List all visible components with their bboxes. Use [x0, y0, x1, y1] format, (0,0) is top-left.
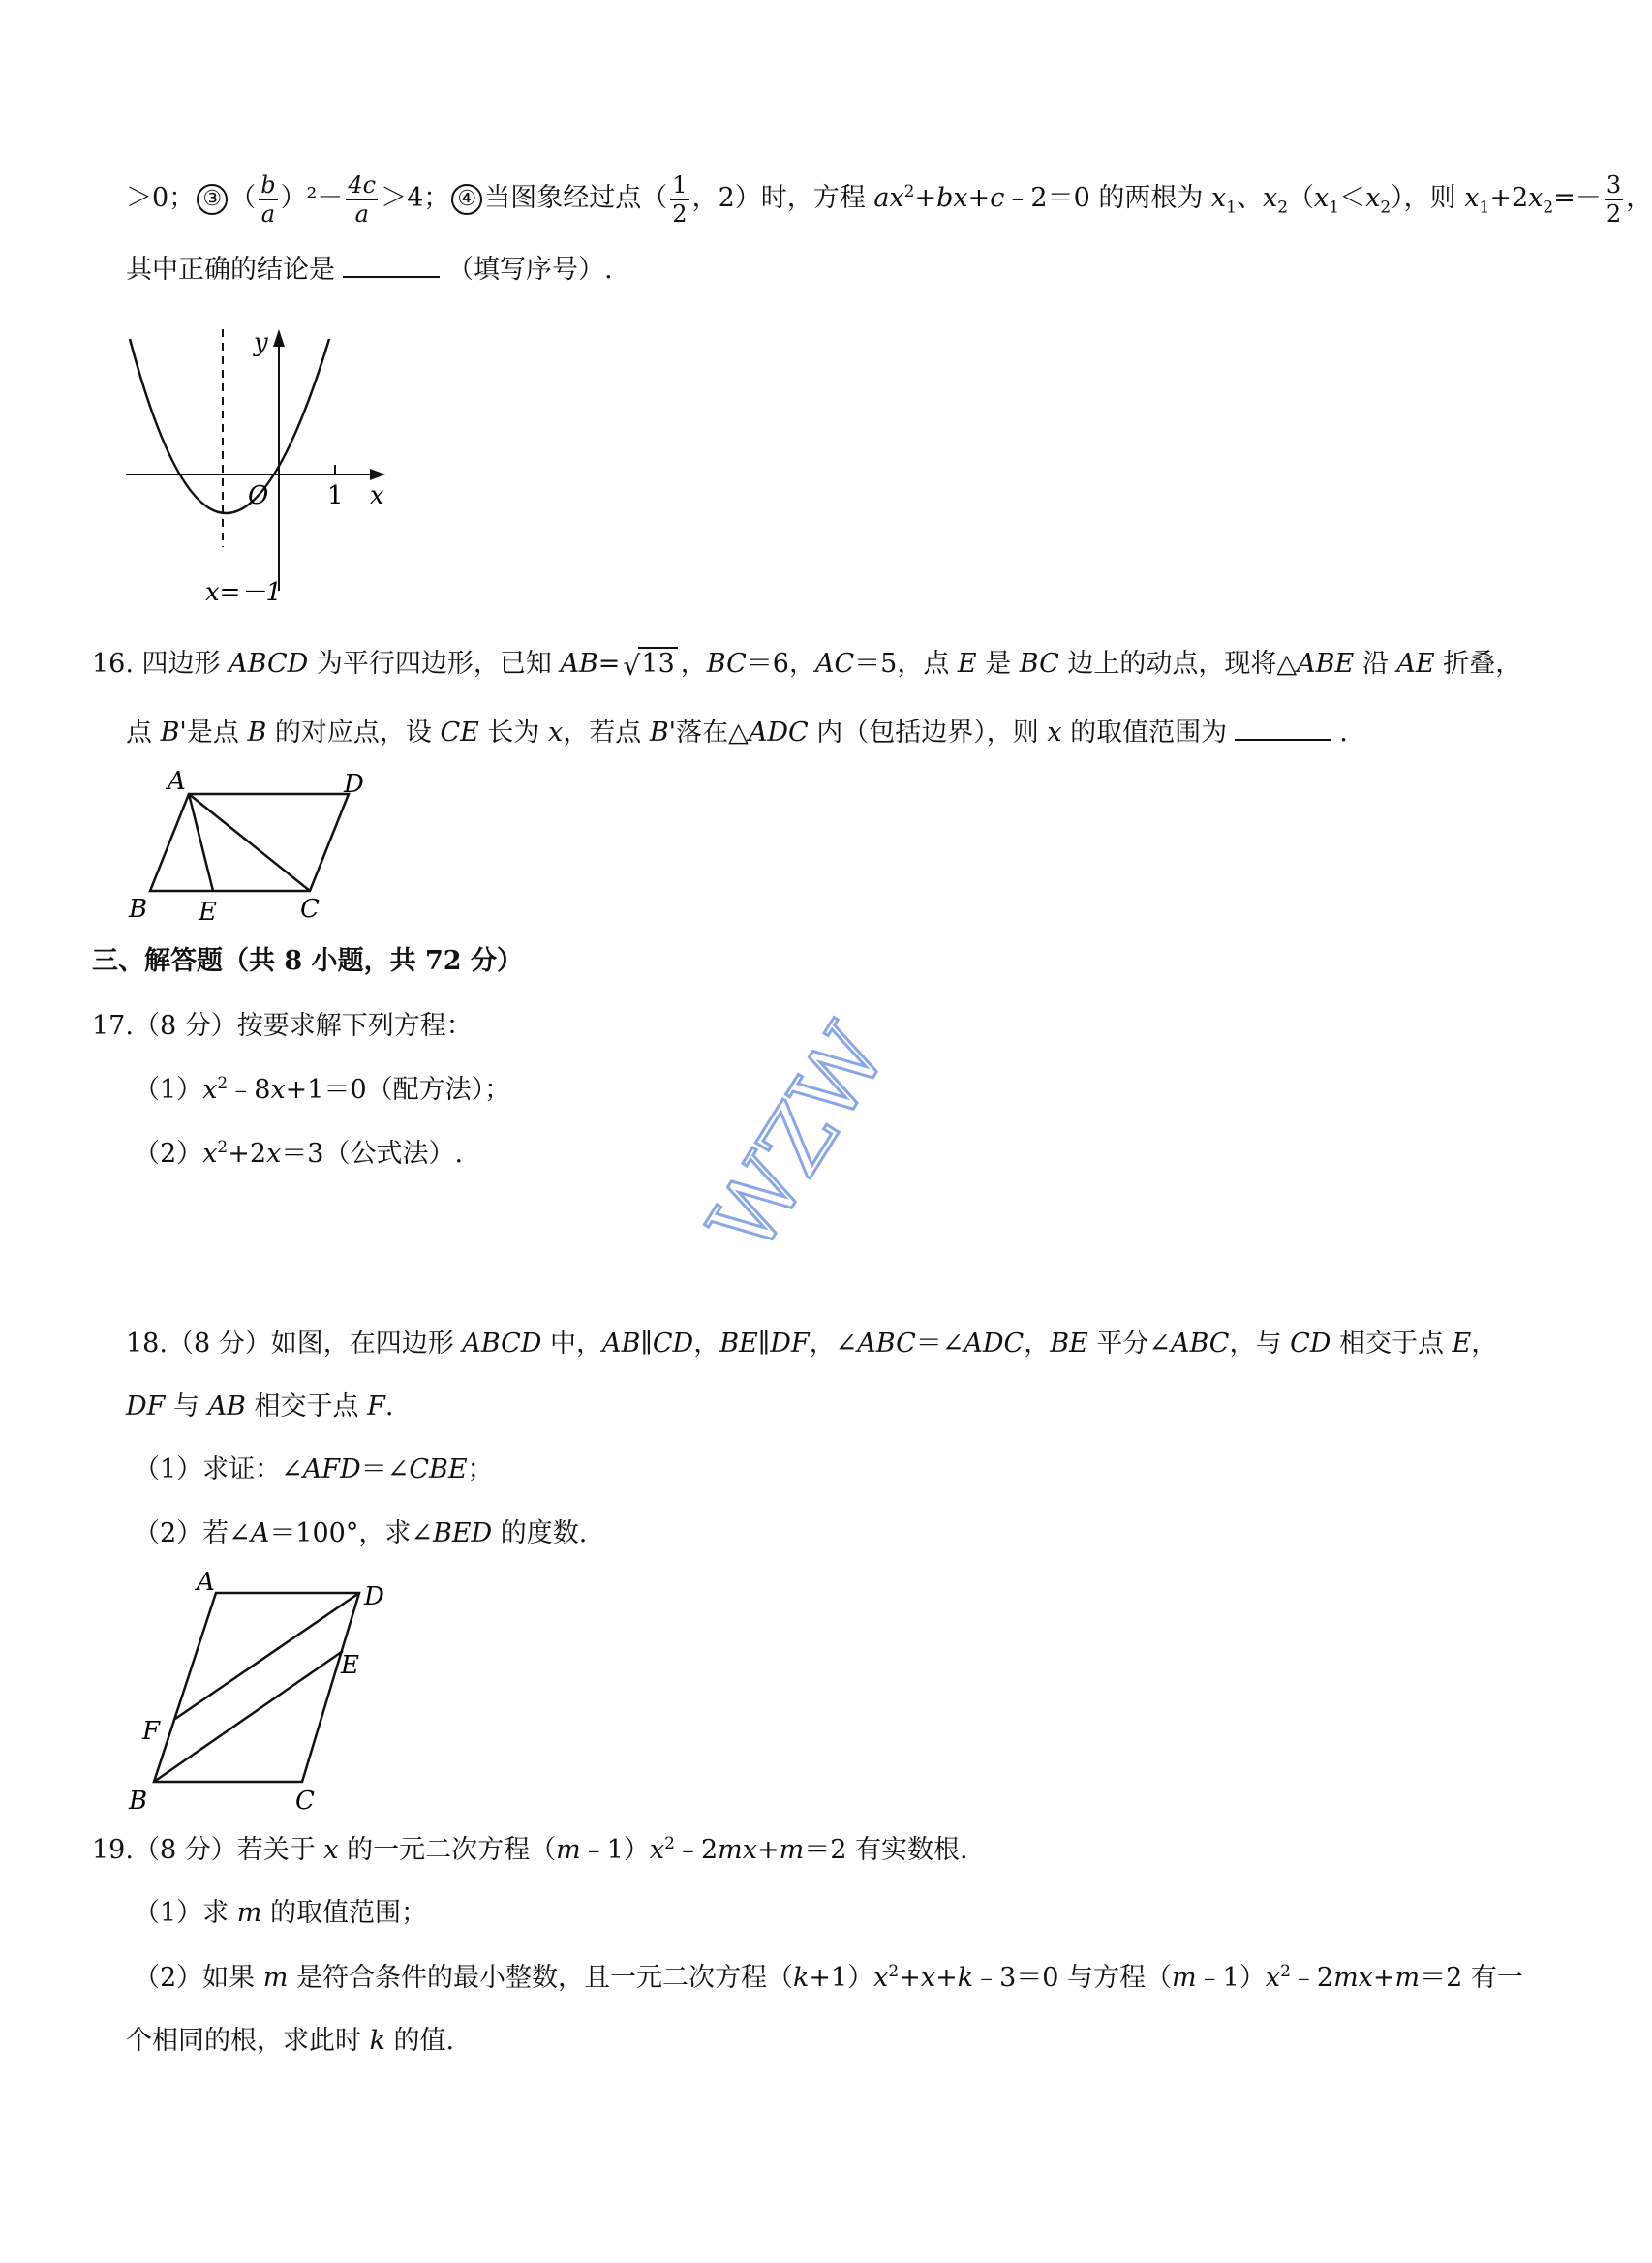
num: 1 [672, 170, 688, 199]
text: ﹣1） [1196, 1963, 1266, 1993]
math: DF [126, 1391, 166, 1422]
num: 3 [1606, 170, 1622, 199]
text: +1） [809, 1963, 874, 1993]
math: BE [1050, 1329, 1088, 1359]
math: BC [1019, 649, 1059, 679]
math: ABCD [462, 1329, 542, 1359]
text: 点 [126, 718, 161, 748]
watermark-logo [689, 1007, 907, 1271]
math: AB [602, 1329, 641, 1359]
math: x [873, 1963, 889, 1993]
text: 边上的动点，现将△ [1058, 649, 1298, 679]
answer-blank[interactable] [343, 249, 440, 278]
text: + [757, 1835, 780, 1865]
text: ， [693, 1329, 720, 1359]
math: x [1528, 183, 1544, 213]
math: k [369, 2026, 385, 2056]
text: ＝∠ [915, 1329, 964, 1359]
math: BED [432, 1518, 493, 1548]
parabola-graph [116, 310, 407, 620]
text: 相交于点 [1331, 1329, 1453, 1359]
text: 的值. [384, 2026, 455, 2056]
math: ADC [748, 718, 809, 748]
math: A [250, 1518, 270, 1548]
text: ； [467, 1454, 494, 1484]
text: 与 [165, 1391, 208, 1422]
math: CBE [409, 1454, 468, 1484]
label-C: C [300, 895, 320, 924]
text: ﹣2＝0 的两根为 [1004, 183, 1211, 213]
math: x [1314, 183, 1330, 213]
q18-line2 [126, 1390, 393, 1424]
text: . [1339, 718, 1348, 748]
label-E: E [341, 1651, 359, 1680]
q18-line1 [126, 1327, 1497, 1361]
math: x [270, 1075, 286, 1105]
sub: 1 [1479, 198, 1490, 218]
text: +2 [228, 1139, 267, 1169]
math: x [323, 1835, 339, 1865]
math: E [957, 649, 977, 679]
text: 沿 [1354, 649, 1397, 679]
math: ax [873, 183, 904, 213]
text: ， [680, 649, 707, 679]
text: 的对应点，设 [266, 718, 441, 748]
text: 是 [976, 649, 1020, 679]
math: B' [649, 718, 677, 748]
text: =－ [1553, 183, 1602, 213]
text: ﹣8 [228, 1075, 271, 1105]
text: 18.（8 分）如图，在四边形 [126, 1329, 463, 1359]
math: B' [160, 718, 187, 748]
math: CE [440, 718, 479, 748]
den: a [260, 199, 276, 228]
math: m [1172, 1963, 1197, 1993]
text: +1＝0（配方法）； [285, 1075, 511, 1105]
text: ＝100°，求∠ [269, 1518, 433, 1548]
q15-line1: ＞0； ③ （ $\frac{b}{a}$ ）²－ $\frac{4c}{a}$ ＞4； ④ 当图象经过点（ $\frac{1}{2}$ ，2）时，方程 $ax^2+bx+c﹣2=0$ 的两根为 $x_1$、$x_2(x_1<x_2)$，则 $x_1+2x_2=-$ $\frac{3}{2}$ ， [126, 170, 1652, 228]
math: m [556, 1835, 581, 1865]
fraction-half [670, 171, 688, 228]
text: （2） [134, 1139, 203, 1169]
text: （2）若∠ [134, 1518, 251, 1548]
text: ﹣3＝0 与方程（ [973, 1963, 1173, 1993]
sub: 2 [1277, 198, 1289, 218]
math: ABC [1170, 1329, 1230, 1359]
q18-quadrilateral-figure [121, 1559, 412, 1820]
math: ABC [857, 1329, 916, 1359]
text: ＝3（公式法）. [281, 1139, 464, 1169]
math: AB [560, 649, 598, 679]
text: ，∠ [809, 1329, 858, 1359]
math: x [1262, 183, 1278, 213]
radicand: 13 [638, 647, 677, 679]
text: 当图象经过点（ [484, 183, 668, 213]
math: ADC [964, 1329, 1025, 1359]
text: ，与 [1229, 1329, 1291, 1359]
text: 为平行四边形，已知 [308, 649, 561, 679]
text: 、 [1236, 183, 1263, 213]
math: ABCD [229, 649, 309, 679]
math: m [236, 1898, 262, 1928]
text: 16. 四边形 [92, 649, 229, 679]
x-axis-label: x [370, 481, 384, 510]
text: ＞0； [126, 183, 196, 213]
math: m [262, 1963, 289, 1993]
math: AB [207, 1391, 246, 1422]
text: = [597, 649, 621, 679]
text: + [899, 1963, 921, 1993]
math: x [1265, 1963, 1281, 1993]
text: ＝6， [746, 649, 815, 679]
tick-1-label: 1 [327, 481, 344, 510]
circled-3: ③ [197, 184, 228, 215]
text: ＞4； [381, 183, 450, 213]
math: mx [718, 1835, 758, 1865]
text: ，2）时，方程 [691, 183, 874, 213]
text: 个相同的根，求此时 [126, 2026, 370, 2056]
label-E: E [199, 898, 217, 927]
text: 是点 [186, 718, 248, 748]
text: （2）如果 [134, 1963, 263, 1993]
den: 2 [1606, 199, 1622, 228]
text: + [935, 1963, 958, 1993]
q16-parallelogram-figure [121, 760, 392, 930]
text: 平分∠ [1087, 1329, 1171, 1359]
text: 中， [541, 1329, 603, 1359]
math: CD [1290, 1329, 1331, 1359]
num: 4c [348, 170, 377, 199]
math: DF [770, 1329, 810, 1359]
text: ＜ [1339, 183, 1366, 213]
text: 相交于点 [245, 1391, 368, 1422]
q17-heading: 17.（8 分）按要求解下列方程： [92, 1011, 473, 1041]
text: （ [1288, 183, 1315, 213]
text: 是符合条件的最小整数，且一元二次方程（ [288, 1963, 793, 1993]
label-A: A [197, 1568, 215, 1597]
math: x [202, 1075, 218, 1105]
text: 的一元二次方程（ [338, 1835, 557, 1865]
circled-4: ④ [451, 184, 482, 215]
text: 的取值范围为 [1061, 718, 1228, 748]
sub: 2 [1380, 198, 1392, 218]
text: ﹣1） [580, 1835, 650, 1865]
math: x [1047, 718, 1062, 748]
section-3-heading: 三、解答题（共 8 小题，共 72 分） [92, 946, 523, 976]
math: AFD [302, 1454, 361, 1484]
label-D: D [364, 1582, 384, 1611]
label-D: D [344, 770, 364, 799]
axis-of-symmetry-label: x=－1 [205, 578, 282, 607]
text: （1）求证：∠ [134, 1454, 303, 1484]
text: 内（包括边界），则 [808, 718, 1048, 748]
math: mx [1333, 1963, 1373, 1993]
label-B: B [129, 895, 148, 924]
math: m [779, 1835, 805, 1865]
q17-part2: $(2)x^2+2x=3$（公式法）. [134, 1138, 464, 1169]
q16-line2 [126, 712, 1348, 750]
math: x [1464, 183, 1480, 213]
text: ， [1626, 183, 1652, 213]
answer-blank[interactable] [1235, 712, 1331, 741]
text: ， [1471, 1329, 1498, 1359]
label-B: B [129, 1787, 148, 1816]
text: + [1372, 1963, 1395, 1993]
den: 2 [672, 199, 688, 228]
math: E [1452, 1329, 1472, 1359]
text: 折叠， [1434, 649, 1522, 679]
math: x [266, 1139, 282, 1169]
math: x [920, 1963, 936, 1993]
q15-line2 [126, 249, 613, 288]
q17-part1: $(1)x^2﹣8x+1=0$（配方法）； [134, 1074, 511, 1105]
text: ＝5，点 [854, 649, 958, 679]
text: 19.（8 分）若关于 [92, 1835, 324, 1865]
text: ， [1024, 1329, 1051, 1359]
text: ∥ [757, 1329, 771, 1359]
math: +bx+c [914, 183, 1005, 213]
math: k [957, 1963, 974, 1993]
q19-part2: （2）如果 m 是符合条件的最小整数，且一元二次方程$(k+1)x^2+x+k﹣3=0$ 与方程$(m﹣1)x^2﹣2mx+m=2$ 有一 [134, 1962, 1523, 1993]
text: 落在△ [676, 718, 749, 748]
num: b [260, 170, 276, 199]
math: CD [652, 1329, 694, 1359]
q18-part2 [134, 1516, 587, 1551]
sub: 1 [1329, 198, 1340, 218]
text: ﹣2 [674, 1835, 719, 1865]
label-F: F [142, 1717, 161, 1746]
math: x [202, 1139, 218, 1169]
text: 其中正确的结论是 [126, 255, 335, 285]
math: AC [814, 649, 855, 679]
text: +2 [1489, 183, 1529, 213]
label-C: C [295, 1787, 315, 1816]
q19-line3 [126, 2024, 454, 2059]
math: x [1210, 183, 1227, 213]
watermark-text: WZW [689, 1007, 907, 1271]
sub: 2 [1543, 198, 1554, 218]
math: x [548, 718, 564, 748]
sqrt: √ 13 [623, 647, 677, 682]
text: ＝∠ [360, 1454, 410, 1484]
text: （1） [134, 1075, 203, 1105]
text: ＝2 有一 [1420, 1963, 1523, 1993]
q16-line1 [92, 647, 1521, 682]
math: B [247, 718, 267, 748]
text: ∥ [640, 1329, 653, 1359]
text: 的度数. [492, 1518, 588, 1548]
q19-part1 [134, 1896, 427, 1931]
math: AE [1396, 649, 1435, 679]
q19-line1: 19.（8 分）若关于 x 的一元二次方程$(m﹣1)x^2﹣2mx+m=2$ 有实数根. [92, 1834, 968, 1865]
text: ）²－ [280, 183, 344, 213]
den: a [354, 199, 369, 228]
fraction-b-over-a [259, 171, 277, 228]
text: （填写序号）. [447, 255, 613, 285]
text: （1）求 [134, 1898, 237, 1928]
math: BC [706, 649, 747, 679]
text: . [384, 1391, 394, 1422]
math: BE [719, 1329, 758, 1359]
origin-label: O [248, 481, 269, 510]
label-A: A [168, 767, 186, 796]
sub: 1 [1226, 198, 1237, 218]
math: F [367, 1391, 385, 1422]
y-axis-label: y [254, 328, 268, 357]
fraction-3-over-2 [1605, 171, 1623, 228]
text: 的取值范围； [261, 1898, 427, 1928]
text: ，若点 [563, 718, 650, 748]
text: ＝2 有实数根. [804, 1835, 968, 1865]
q18-part1 [134, 1453, 494, 1487]
text: ），则 [1391, 183, 1465, 213]
math: x [649, 1835, 665, 1865]
text: ﹣2 [1290, 1963, 1334, 1993]
math: k [792, 1963, 810, 1993]
text: 长为 [478, 718, 549, 748]
math: x [1365, 183, 1381, 213]
math: ABE [1297, 649, 1355, 679]
math: m [1394, 1963, 1421, 1993]
fraction-4c-over-a [346, 171, 378, 228]
